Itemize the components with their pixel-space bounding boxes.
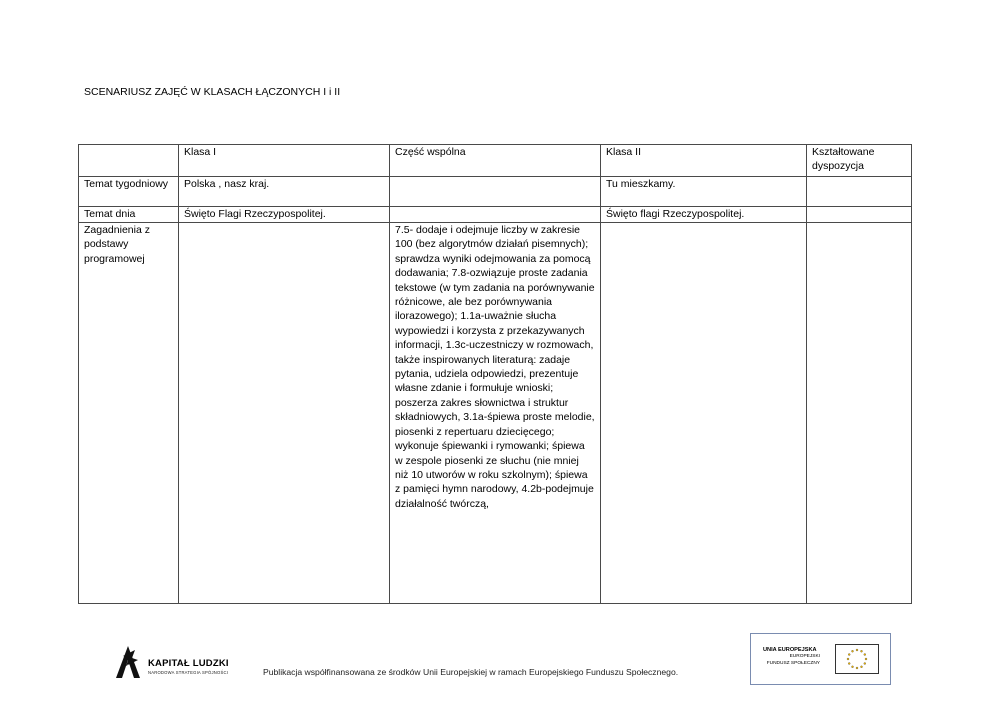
- eu-stars-icon: [836, 645, 878, 673]
- kapital-ludzki-name: KAPITAŁ LUDZKI: [148, 658, 229, 669]
- cell-klasa-1: Święto Flagi Rzeczypospolitej.: [179, 207, 390, 223]
- cell-klasa-1: [179, 223, 390, 604]
- eu-star-icon: [864, 654, 866, 656]
- publication-note: Publikacja współfinansowana ze środków Unii Europejskiej w ramach Europejskiego Funduszu Społecznego.: [263, 667, 679, 677]
- cell-dyspozycje: [807, 223, 912, 604]
- header-cell-empty: [79, 145, 179, 177]
- table-row: [79, 223, 912, 604]
- eu-union-label: UNIA EUROPEJSKA: [763, 647, 817, 653]
- header-cell-klasa-1: Klasa I: [179, 145, 390, 177]
- cell-czesc-wspolna: [390, 207, 601, 223]
- cell-klasa-2: Święto flagi Rzeczypospolitej.: [601, 207, 807, 223]
- cell-klasa-1: Polska , nasz kraj.: [179, 177, 390, 207]
- row-label: Temat dnia: [79, 207, 179, 223]
- table-row: [79, 207, 912, 223]
- eu-star-icon: [861, 650, 863, 652]
- eu-star-icon: [856, 667, 858, 669]
- row-label: Temat tygodniowy: [79, 177, 179, 207]
- cell-dyspozycje: [807, 207, 912, 223]
- eu-flag-icon: [835, 644, 879, 674]
- table-header-row: [79, 145, 912, 177]
- eu-star-icon: [848, 663, 850, 665]
- row-label: Zagadnienia z podstawy programowej: [79, 223, 179, 604]
- kapital-ludzki-logo-icon: [114, 644, 142, 680]
- cell-czesc-wspolna: 7.5- dodaje i odejmuje liczby w zakresie 100 (bez algorytmów działań pisemnych); sprawdza wyniki odejmowania za pomocą dodawania; 7.8-ozwiązuje proste zadania tekstowe (w tym zadania na porównywanie różnicowe, ale bez porównywania ilorazowego); 1.1a-uważnie słucha wypowiedzi i korzysta z przekazywanych informacji, 1.3c-uczestniczy w rozmowach, także inspirowanych literaturą: zadaje pytania, udziela odpowiedzi, prezentuje własne zdanie i formułuje wnioski; poszerza zakres słownictwa i struktur składniowych, 3.1a-śpiewa proste melodie, piosenki z repertuaru dziecięcego; wykonuje śpiewanki i rymowanki; śpiewa w zespole piosenki ze słuchu (nie mniej niż 10 utworów w roku szkolnym); śpiewa z pamięci hymn narodowy, 4.2b-podejmuje działalność twórczą,: [390, 223, 601, 604]
- eu-star-icon: [856, 649, 858, 651]
- document-title: SCENARIUSZ ZAJĘĆ W KLASACH ŁĄCZONYCH I i II: [84, 86, 341, 98]
- header-cell-czesc-wspolna: Część wspólna: [390, 145, 601, 177]
- eu-star-icon: [852, 650, 854, 652]
- eu-fund-label-2: FUNDUSZ SPOŁECZNY: [766, 661, 820, 666]
- eu-star-icon: [864, 663, 866, 665]
- lesson-plan-table: [78, 144, 912, 604]
- table-row: [79, 177, 912, 207]
- cell-dyspozycje: [807, 177, 912, 207]
- cell-klasa-2: Tu mieszkamy.: [601, 177, 807, 207]
- eu-star-icon: [861, 666, 863, 668]
- page-footer: [0, 630, 992, 702]
- eu-star-icon: [848, 654, 850, 656]
- eu-fund-label-1: EUROPEJSKI: [789, 654, 820, 659]
- eu-star-icon: [852, 666, 854, 668]
- eu-star-icon: [847, 658, 849, 660]
- header-cell-dyspozycje: Kształtowane dyspozycja: [807, 145, 912, 177]
- header-cell-klasa-2: Klasa II: [601, 145, 807, 177]
- eu-star-icon: [865, 658, 867, 660]
- kapital-ludzki-subtitle: NARODOWA STRATEGIA SPÓJNOŚCI: [148, 670, 229, 675]
- cell-czesc-wspolna: [390, 177, 601, 207]
- cell-klasa-2: [601, 223, 807, 604]
- eu-logo-box: [750, 633, 891, 685]
